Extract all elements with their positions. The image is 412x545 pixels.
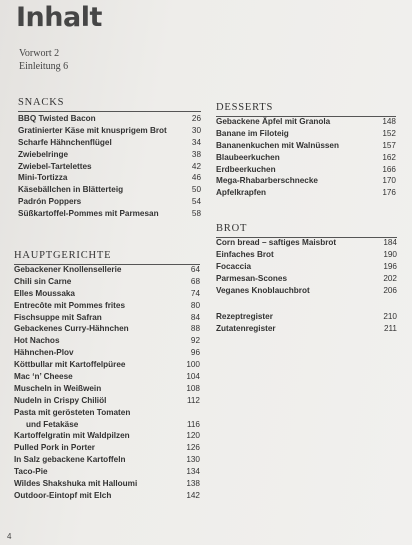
toc-entry-page: 162 bbox=[382, 152, 396, 162]
toc-entry-label: Gratinierter Käse mit knusprigem Brot bbox=[18, 125, 167, 135]
toc-entry bbox=[216, 249, 397, 261]
toc-entry-label: Einfaches Brot bbox=[216, 249, 274, 259]
page-title: Inhalt bbox=[16, 2, 102, 33]
toc-entry-label: Pasta mit gerösteten Tomaten bbox=[14, 407, 131, 417]
toc-entry-page: 152 bbox=[382, 128, 396, 138]
toc-entry-label: Käsebällchen in Blätterteig bbox=[18, 185, 124, 195]
toc-entry bbox=[14, 347, 200, 359]
toc-entry bbox=[14, 300, 200, 312]
toc-entry-page: 42 bbox=[191, 161, 201, 171]
toc-entry-label: Erdbeerkuchen bbox=[216, 164, 276, 174]
toc-entry-label: und Fetakäse bbox=[26, 419, 79, 429]
hauptgerichte-list bbox=[14, 264, 200, 502]
toc-entry-page: 196 bbox=[383, 261, 397, 271]
toc-entry-page: 26 bbox=[191, 114, 201, 123]
toc-entry-label: Gebackene Äpfel mit Granola bbox=[216, 117, 331, 126]
toc-entry bbox=[14, 359, 200, 371]
toc-entry-label: Focaccia bbox=[216, 261, 252, 271]
intro-list bbox=[19, 47, 68, 73]
section-heading-desserts: DESSERTS bbox=[216, 102, 274, 113]
toc-entry bbox=[18, 172, 201, 184]
toc-entry-page: 108 bbox=[186, 383, 200, 393]
toc-entry-label: Zutatenregister bbox=[216, 323, 276, 333]
toc-entry bbox=[216, 187, 396, 199]
section-heading-hauptgerichte: HAUPTGERICHTE bbox=[14, 250, 112, 261]
toc-entry bbox=[14, 407, 200, 419]
toc-entry-label: Mac ‘n’ Cheese bbox=[14, 372, 73, 382]
toc-entry-label: Pulled Pork in Porter bbox=[14, 443, 95, 453]
toc-entry-page: 96 bbox=[190, 348, 200, 358]
toc-entry-page: 64 bbox=[190, 265, 200, 274]
toc-entry bbox=[14, 419, 200, 431]
toc-entry-page: 104 bbox=[186, 372, 200, 382]
intro-item-label: Einleitung bbox=[19, 61, 61, 72]
toc-entry bbox=[18, 184, 201, 196]
toc-entry-label: Rezeptregister bbox=[216, 312, 273, 321]
toc-entry-label: Wildes Shakshuka mit Halloumi bbox=[14, 479, 138, 489]
toc-entry-page: 92 bbox=[190, 336, 200, 346]
toc-entry bbox=[14, 478, 200, 490]
toc-entry-page: 68 bbox=[190, 276, 200, 286]
toc-entry bbox=[216, 164, 396, 176]
toc-entry bbox=[216, 285, 397, 297]
toc-entry bbox=[18, 125, 201, 137]
toc-entry bbox=[14, 490, 200, 502]
toc-entry-label: Muscheln in Weißwein bbox=[14, 383, 102, 393]
toc-entry bbox=[14, 395, 200, 407]
toc-entry-label: Gebackener Knollensellerie bbox=[14, 265, 122, 274]
toc-entry-label: Blaubeerkuchen bbox=[216, 152, 280, 162]
toc-entry-label: Zwiebel-Tartelettes bbox=[18, 161, 92, 171]
toc-entry bbox=[18, 161, 201, 173]
toc-entry-page: 206 bbox=[383, 285, 397, 295]
toc-entry-label: Chili sin Carne bbox=[14, 276, 72, 286]
toc-entry bbox=[14, 454, 200, 466]
toc-entry-page: 30 bbox=[191, 125, 201, 135]
toc-entry-page: 142 bbox=[186, 490, 200, 500]
brot-list bbox=[216, 237, 397, 296]
toc-entry bbox=[14, 288, 200, 300]
intro-item bbox=[19, 47, 68, 60]
toc-entry-label: In Salz gebackene Kartoffeln bbox=[14, 455, 126, 465]
toc-entry-page: 170 bbox=[382, 176, 396, 186]
toc-entry-page: 38 bbox=[191, 149, 201, 159]
toc-entry-label: Parmesan-Scones bbox=[216, 273, 287, 283]
toc-entry-label: Banane im Filoteig bbox=[216, 128, 289, 138]
toc-entry bbox=[14, 430, 200, 442]
toc-entry-page: 166 bbox=[382, 164, 396, 174]
toc-entry-page: 211 bbox=[383, 323, 397, 333]
toc-entry-page: 34 bbox=[191, 137, 201, 147]
toc-entry bbox=[14, 312, 200, 324]
toc-entry-label: Corn bread – saftiges Maisbrot bbox=[216, 238, 337, 247]
toc-entry-page: 80 bbox=[190, 300, 200, 310]
toc-entry-label: Mega-Rhabarberschnecke bbox=[216, 176, 318, 186]
toc-entry bbox=[216, 311, 397, 323]
toc-entry bbox=[18, 113, 201, 125]
desserts-list bbox=[216, 116, 396, 199]
section-heading-snacks: SNACKS bbox=[18, 97, 65, 108]
toc-entry-page: 84 bbox=[190, 312, 200, 322]
toc-entry bbox=[14, 335, 200, 347]
toc-entry-page: 130 bbox=[186, 455, 200, 465]
toc-entry-page: 116 bbox=[186, 419, 200, 429]
intro-item-page: 6 bbox=[63, 61, 69, 72]
toc-entry bbox=[216, 128, 396, 140]
toc-entry bbox=[14, 371, 200, 383]
toc-entry-page: 120 bbox=[186, 431, 200, 441]
page-number: 4 bbox=[7, 532, 12, 541]
toc-entry bbox=[216, 152, 396, 164]
toc-entry bbox=[216, 273, 397, 285]
toc-entry-label: Zwiebelringe bbox=[18, 149, 69, 159]
intro-item-label: Vorwort bbox=[19, 48, 52, 59]
toc-entry bbox=[14, 442, 200, 454]
section-heading-brot: BROT bbox=[216, 223, 248, 234]
toc-entry bbox=[18, 208, 201, 220]
toc-entry-label: Gebackenes Curry-Hähnchen bbox=[14, 324, 129, 334]
toc-entry bbox=[18, 149, 201, 161]
toc-entry-label: Süßkartoffel-Pommes mit Parmesan bbox=[18, 209, 159, 219]
toc-entry-label: Scharfe Hähnchenflügel bbox=[18, 137, 112, 147]
toc-entry-page: 46 bbox=[191, 173, 201, 183]
toc-entry-label: Entrecôte mit Pommes frites bbox=[14, 300, 126, 310]
toc-entry-page: 190 bbox=[383, 249, 397, 259]
toc-entry bbox=[14, 466, 200, 478]
toc-entry-page: 134 bbox=[186, 467, 200, 477]
toc-entry bbox=[216, 261, 397, 273]
toc-entry-page: 176 bbox=[382, 188, 396, 198]
toc-entry-label: Köttbullar mit Kartoffelpüree bbox=[14, 360, 126, 370]
toc-entry-label: Hot Nachos bbox=[14, 336, 60, 346]
toc-entry-page: 54 bbox=[191, 197, 201, 207]
toc-entry bbox=[216, 116, 396, 128]
toc-entry bbox=[14, 383, 200, 395]
toc-entry-label: Apfelkrapfen bbox=[216, 188, 267, 198]
toc-entry bbox=[14, 264, 200, 276]
toc-entry-page: 184 bbox=[383, 238, 397, 247]
toc-entry-page: 138 bbox=[186, 479, 200, 489]
toc-entry bbox=[14, 323, 200, 335]
register-list bbox=[216, 311, 397, 335]
toc-entry bbox=[18, 196, 201, 208]
toc-entry-page: 50 bbox=[191, 185, 201, 195]
toc-entry-label: Mini-Tortizza bbox=[18, 173, 68, 183]
toc-entry bbox=[216, 140, 396, 152]
toc-entry-page: 74 bbox=[190, 288, 200, 298]
toc-entry-label: Outdoor-Eintopf mit Elch bbox=[14, 490, 112, 500]
toc-entry-label: Taco-Pie bbox=[14, 467, 48, 477]
toc-entry-page: 202 bbox=[383, 273, 397, 283]
toc-entry bbox=[14, 276, 200, 288]
toc-entry-page: 210 bbox=[383, 312, 397, 321]
toc-entry-page: 100 bbox=[186, 360, 200, 370]
toc-entry-page: 112 bbox=[186, 395, 200, 405]
toc-entry-page: 148 bbox=[382, 117, 396, 126]
toc-entry-label: Padrón Poppers bbox=[18, 197, 82, 207]
snacks-list bbox=[18, 113, 201, 220]
toc-entry-page: 157 bbox=[382, 140, 396, 150]
toc-entry bbox=[216, 175, 396, 187]
intro-item-page: 2 bbox=[54, 48, 60, 59]
toc-entry-label: Kartoffelgratin mit Waldpilzen bbox=[14, 431, 130, 441]
toc-entry bbox=[216, 323, 397, 335]
toc-entry-label: Bananenkuchen mit Walnüssen bbox=[216, 140, 339, 150]
toc-entry-label: Elles Moussaka bbox=[14, 288, 75, 298]
toc-entry-page: 58 bbox=[191, 209, 201, 219]
toc-entry-label: Veganes Knoblauchbrot bbox=[216, 285, 310, 295]
toc-entry-label: Fischsuppe mit Safran bbox=[14, 312, 102, 322]
toc-entry-label: Nudeln in Crispy Chiliöl bbox=[14, 395, 107, 405]
section-divider bbox=[18, 111, 201, 112]
intro-item bbox=[19, 60, 68, 73]
toc-entry-label: Hähnchen-Plov bbox=[14, 348, 74, 358]
toc-entry bbox=[216, 237, 397, 249]
toc-entry-page: 88 bbox=[190, 324, 200, 334]
toc-entry-page: 126 bbox=[186, 443, 200, 453]
toc-entry-label: BBQ Twisted Bacon bbox=[18, 114, 96, 123]
toc-entry bbox=[18, 137, 201, 149]
